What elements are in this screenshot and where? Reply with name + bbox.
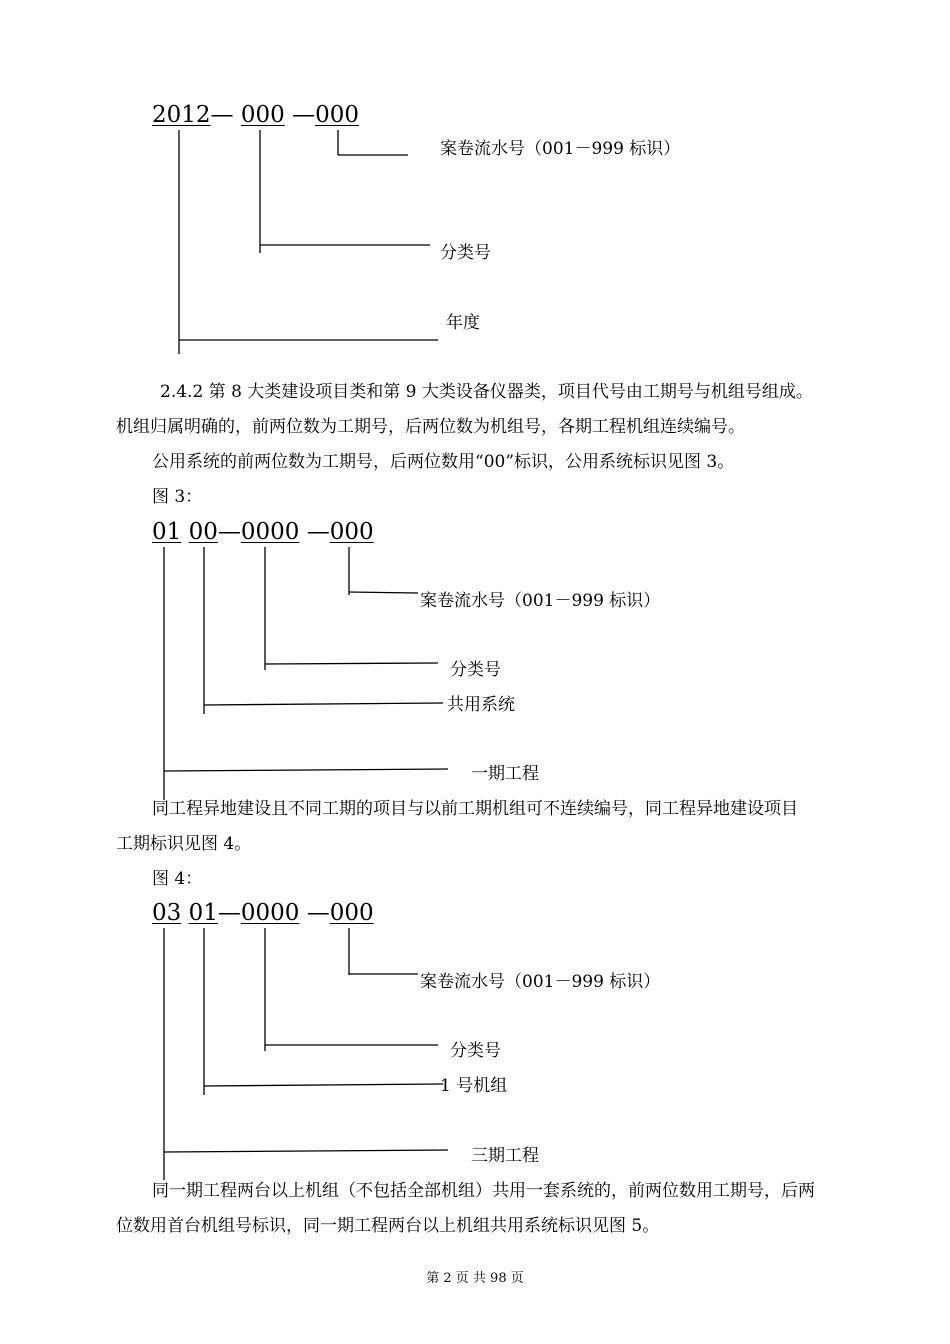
fig4-separator: —	[306, 900, 330, 926]
fig3-class-horizontal	[265, 663, 438, 664]
fig4-class-segment: 0000	[240, 900, 300, 926]
fig3-unit-segment: 00	[188, 519, 218, 545]
fig3-unit-horizontal	[204, 703, 443, 705]
fig3-class-label: 分类号	[450, 660, 501, 680]
fig3-serial-label: 案卷流水号（001－999 标识）	[420, 591, 661, 611]
paragraph-shared-line1: 同一期工程两台以上机组（不包括全部机组）共用一套系统的，前两位数用工期号，后两	[152, 1181, 815, 1201]
paragraph-shared-line2: 位数用首台机组号标识，同一期工程两台以上机组共用系统标识见图 5。	[116, 1216, 660, 1236]
fig1-class-segment: 000	[240, 102, 285, 128]
fig3-phase-segment: 01	[152, 519, 182, 545]
paragraph-remote-line1: 同工程异地建设且不同工期的项目与以前工期机组可不连续编号，同工程异地建设项目	[152, 799, 798, 819]
fig3-serial-segment: 000	[329, 519, 374, 545]
fig4-unit-horizontal	[204, 1084, 443, 1086]
fig3-code	[152, 519, 374, 545]
fig3-serial-horizontal	[349, 592, 418, 593]
fig1-year-label: 年度	[446, 313, 480, 333]
fig3-class-segment: 0000	[240, 519, 300, 545]
fig3-separator: —	[217, 519, 241, 545]
figure4-caption: 图 4：	[152, 869, 203, 889]
fig3-phase-horizontal	[164, 769, 448, 771]
fig1-separator: —	[210, 102, 234, 128]
fig4-phase-label: 三期工程	[471, 1146, 539, 1166]
fig1-serial-label: 案卷流水号（001－999 标识）	[440, 139, 681, 159]
fig1-separator: —	[292, 102, 316, 128]
fig3-phase-label: 一期工程	[471, 764, 539, 784]
fig4-unit-label: 1 号机组	[440, 1076, 508, 1096]
fig3-unit-label: 共用系统	[447, 695, 515, 715]
paragraph-2-4-2-line1: 2.4.2 第 8 大类建设项目类和第 9 大类设备仪器类，项目代号由工期号与机组号组成。	[160, 382, 813, 402]
fig4-code	[152, 900, 374, 926]
fig3-separator: —	[306, 519, 330, 545]
paragraph-remote-line2: 工期标识见图 4。	[116, 834, 252, 854]
fig1-year-segment: 2012	[152, 102, 211, 128]
fig4-class-label: 分类号	[450, 1041, 501, 1061]
paragraph-2-4-2-line2: 机组归属明确的，前两位数为工期号，后两位数为机组号，各期工程机组连续编号。	[116, 417, 745, 437]
fig4-phase-segment: 03	[152, 900, 182, 926]
fig4-phase-horizontal	[164, 1150, 448, 1152]
paragraph-public-system: 公用系统的前两位数为工期号，后两位数用“00”标识，公用系统标识见图 3。	[152, 452, 735, 472]
fig4-separator: —	[217, 900, 241, 926]
fig4-serial-label: 案卷流水号（001－999 标识）	[420, 972, 661, 992]
fig1-class-label: 分类号	[440, 243, 491, 263]
figure3-caption: 图 3：	[152, 487, 203, 507]
fig4-unit-segment: 01	[188, 900, 218, 926]
fig4-serial-segment: 000	[329, 900, 374, 926]
page-footer: 第 2 页 共 98 页	[426, 1271, 524, 1286]
fig1-code	[152, 102, 359, 128]
fig1-serial-segment: 000	[315, 102, 359, 128]
